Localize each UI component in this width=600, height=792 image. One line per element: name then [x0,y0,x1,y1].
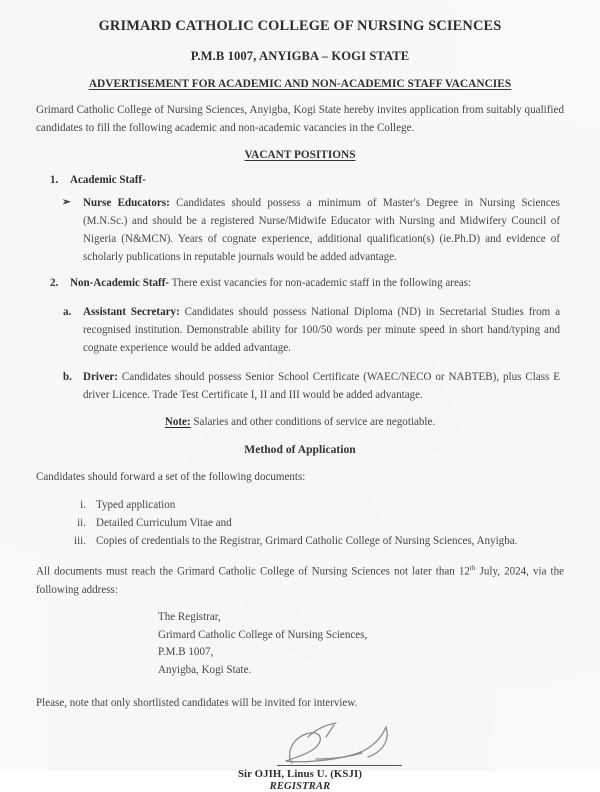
deadline-text-before: All documents must reach the Grimard Catholic College of Nursing Sciences not later than 12 [36,565,470,578]
method-of-application-heading: Method of Application [244,443,356,457]
list-item [34,497,566,515]
shortlist-note: Please, note that only shortlisted candidates will be invited for interview. [36,697,358,710]
salary-note [34,414,566,432]
non-academic-lead: There exist vacancies for non-academic staff in the following areas: [169,277,472,290]
role-nurse-educators [34,195,566,267]
mailing-address [158,609,566,679]
non-academic-staff-label: Non-Academic Staff- [70,277,170,290]
role-separator: : [114,370,118,383]
list-marker: i. [80,499,86,512]
role-title: Nurse Educators [83,196,167,209]
address-line: P.M.B 1007, [158,646,214,659]
academic-staff-label: Academic Staff- [70,173,146,186]
institution-address: P.M.B 1007, ANYIGBA – KOGI STATE [190,49,410,63]
vacant-positions-heading: VACANT POSITIONS [244,148,356,161]
role-description: Candidates should possess a minimum of Master's Degree in Nursing Sciences (M.N.Sc.) and should be a registered Nurse/Midwife Educator with Nursing and Midwifery Council of Nigeria (N&MCN). Years of cognate experience, additional qualification(s) (ie.Ph.D) and evidence of scholarly publications in reputable journals would be added advantage. [83,196,560,263]
list-marker: a. [63,306,72,319]
advert-title: ADVERTISEMENT FOR ACADEMIC AND NON-ACADEMIC STAFF VACANCIES [88,78,512,90]
arrow-bullet-icon: ➢ [62,196,71,208]
signatory-role: REGISTRAR [269,780,331,792]
signatory-name: Sir OJIH, Linus U. (KSJI) [237,767,363,780]
list-marker: 2. [50,277,59,290]
role-assistant-secretary [34,304,566,358]
institution-name: GRIMARD CATHOLIC COLLEGE OF NURSING SCIENCES [98,18,502,34]
method-lead-in: Candidates should forward a set of the following documents: [36,471,306,484]
list-item [34,533,566,551]
role-driver [34,369,566,405]
list-marker: ii. [77,517,86,530]
role-separator: : [166,196,170,209]
non-academic-staff-heading [34,275,566,293]
intro-paragraph: Grimard Catholic College of Nursing Sciences, Anyigba, Kogi State hereby invites application from suitably qualified candidates to fill the following academic and non-academic vacancies in the College. [36,104,564,134]
note-label: Note: [164,415,191,428]
role-title: Driver [83,370,115,383]
role-separator: : [176,306,180,319]
role-description: Candidates should possess National Diploma (ND) in Secretarial Studies from a recognised institution. Demonstrable ability for 100/50 words per minute speed in short hand/typing and cognate experience would be added advantage. [83,306,561,355]
deadline-ordinal: th [469,563,476,572]
list-marker: b. [63,370,72,383]
address-line: The Registrar, [158,611,221,624]
list-marker: iii. [74,535,86,548]
list-marker: 1. [50,173,59,186]
required-documents-list [34,497,566,551]
list-item [34,515,566,533]
address-line: Grimard Catholic College of Nursing Sciences, [158,628,368,641]
signature-rule [277,765,402,766]
address-line: Anyigba, Kogi State. [158,663,252,676]
document-text: Copies of credentials to the Registrar, Grimard Catholic College of Nursing Sciences, Anyigba. [96,535,518,548]
note-text: Salaries and other conditions of service are negotiable. [190,415,436,428]
role-title: Assistant Secretary [83,306,177,319]
document-text: Detailed Curriculum Vitae and [96,517,232,530]
academic-staff-heading [34,172,566,190]
deadline-text-after: July, 2024, via the following address: [36,565,565,596]
role-description: Candidates should possess Senior School Certificate (WAEC/NECO or NABTEB), plus Class E driver Licence. Trade Test Certificate I, II and III would be added advantage. [83,370,560,401]
document-text: Typed application [96,499,176,512]
deadline-paragraph [36,563,564,599]
signature-block [34,719,566,791]
